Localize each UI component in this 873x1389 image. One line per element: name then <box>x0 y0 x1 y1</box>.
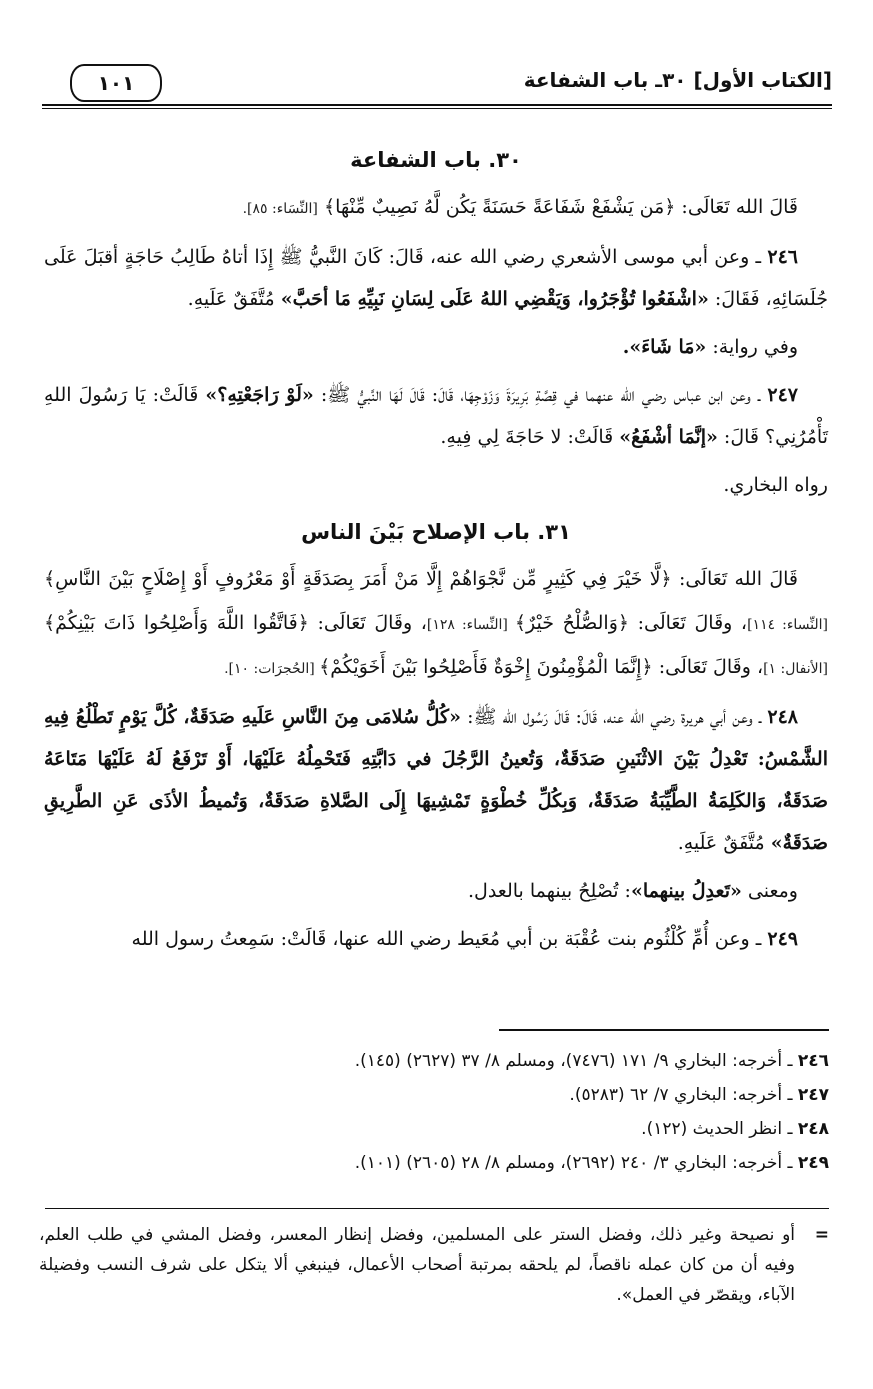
verse-reference: [الأنفال: ١] <box>763 661 828 677</box>
footnotes <box>45 1044 829 1180</box>
footnote-246 <box>45 1044 829 1078</box>
verse-reference: [الحُجرَات: ١٠]. <box>224 661 320 677</box>
verse-reference: [النِّساء: ١١٤] <box>747 617 829 633</box>
verse-intro: ، وقَالَ تَعَالَى: <box>308 612 427 634</box>
continued-note <box>39 1220 829 1310</box>
hadith-248 <box>44 696 828 864</box>
hadith-intro: ـ وعن أُمِّ كُلْثُوم بنت عُقْبَة بن أبي مُعَيط رضي الله عنها، قَالَتْ: سَمِعتُ رسول الله <box>131 928 762 950</box>
verse-intro: قَالَ الله تَعَالَى: <box>675 196 798 218</box>
hadith-grading: مُتَّفَقٌ عَلَيهِ. <box>677 832 771 854</box>
footnote-248 <box>45 1112 829 1146</box>
verse-intro: ، وقَالَ تَعَالَى: <box>652 656 764 678</box>
hadith-246 <box>44 236 828 320</box>
footnote-number: ٢٤٦ <box>797 1051 829 1071</box>
running-title: [الكتاب الأول] ٣٠ـ باب الشفاعة <box>523 68 832 92</box>
hadith-number: ٢٤٦ <box>767 246 798 268</box>
variant-quote: «مَا شَاءَ». <box>622 336 707 358</box>
hadith-quote: «إنَّمَا أشْفَعُ» <box>619 426 718 448</box>
continuation-marker: = <box>814 1225 829 1245</box>
chapter-heading-31: ٣١. باب الإصلاح بَيْنَ الناس <box>301 520 571 544</box>
hadith-intro: ـ وعن ابن عباس رضي الله عنهما في قِصَّةِ بَرِيرَةَ وَزَوْجِهَا، قَالَ: قَالَ لَهَا النَّبيُّ ﷺ: <box>313 384 761 406</box>
hadith-quote: «اشْفَعُوا تُؤْجَرُوا، وَيَقْضِي اللهُ عَلَى لِسَانِ نَبِيِّهِ مَا أحَبَّ» <box>280 288 709 310</box>
footnote-number: ٢٤٧ <box>797 1085 829 1105</box>
quran-verse: ﴿مَن يَشْفَعْ شَفَاعَةً حَسَنَةً يَكُن لَّهُ نَصِيبٌ مِّنْهَا﴾ <box>323 196 676 218</box>
hadith-248-meaning <box>44 870 828 912</box>
hadith-text: قَالَتْ: لا حَاجَةَ لِي فِيهِ. <box>440 426 620 448</box>
hadith-grading: مُتَّفَقٌ عَلَيهِ. <box>187 288 281 310</box>
note-text: أو نصيحة وغير ذلك، وفضل الستر على المسلمين، وفضل إنظار المعسر، وفضل المشي في طلب العلم، وفيه أن من كان عمله ناقصاً، لم يلحقه بمرتبة أصحاب الأعمال، فينبغي ألا يتكل على شرف النسب وفضيلة الآباء، ويقصّر في العمل». <box>39 1225 795 1305</box>
variant-intro: وفي رواية: <box>706 336 798 358</box>
quran-verse: ﴿لَّا خَيْرَ فِي كَثِيرٍ مِّن نَّجْوَاهُمْ إِلَّا مَنْ أَمَرَ بِصَدَقَةٍ أَوْ مَعْرُوفٍ أَوْ إِصْلَاحٍ بَيْنَ النَّاسِ﴾ <box>44 568 672 590</box>
footnote-text: ـ أخرجه: البخاري ٧/ ٦٢ (٥٢٨٣). <box>569 1085 793 1105</box>
chapter-heading-30: ٣٠. باب الشفاعة <box>350 148 522 172</box>
page-number: ١٠١ <box>70 64 162 102</box>
hadith-number: ٢٤٩ <box>767 928 798 950</box>
chapter-31-verses <box>44 558 828 690</box>
verse-intro: قَالَ الله تَعَالَى: <box>671 568 798 590</box>
hadith-intro: ـ وعن أبي هريرة رضي الله عنه، قَالَ: قَالَ رَسُول الله ﷺ: <box>460 706 762 728</box>
footnote-249 <box>45 1146 829 1180</box>
hadith-quote: «لَوْ رَاجَعْتِهِ؟» <box>205 384 314 406</box>
meaning-term: «تَعدِلُ بينهما» <box>630 880 742 902</box>
footnote-text: ـ انظر الحديث (١٢٢). <box>641 1119 793 1139</box>
hadith-intro: ـ وعن أبي موسى الأشعري رضي الله عنه، قَالَ: كَانَ النَّبيُّ ﷺ إِذَا أتاهُ طَالِبُ حَاجَةٍ أقبَلَ عَلَى جُلَسَائِهِ، فَقَالَ: <box>44 246 828 310</box>
quran-verse: ﴿إِنَّمَا الْمُؤْمِنُونَ إِخْوَةٌ فَأَصْلِحُوا بَيْنَ أَخَوَيْكُمْ﴾ <box>319 656 653 678</box>
note-rule <box>45 1208 829 1209</box>
footnote-247 <box>45 1078 829 1112</box>
footnote-text: ـ أخرجه: البخاري ٩/ ١٧١ (٧٤٧٦)، ومسلم ٨/ ٣٧ (٢٦٢٧) (١٤٥). <box>354 1051 793 1071</box>
header-rule-thin <box>42 108 832 109</box>
hadith-249 <box>44 918 828 960</box>
verse-reference: [النِّسَاء: ٨٥]. <box>242 201 318 217</box>
page-header <box>42 62 832 106</box>
verse-reference: [النِّساء: ١٢٨] <box>426 617 515 633</box>
footnote-rule <box>499 1029 829 1031</box>
verse-intro: ، وقَالَ تَعَالَى: <box>629 612 748 634</box>
meaning-text: : تُصْلِحُ بينهما بالعدل. <box>467 880 631 902</box>
hadith-246-variant <box>44 326 828 368</box>
main-text <box>44 140 828 966</box>
hadith-247 <box>44 374 828 458</box>
hadith-text: قَالَتْ: يَا رَسُولَ اللهِ تَأْمُرُنِي؟ قَالَ: <box>44 384 828 448</box>
meaning-intro: ومعنى <box>741 880 798 902</box>
hadith-number: ٢٤٧ <box>767 384 799 406</box>
footnote-number: ٢٤٨ <box>797 1119 829 1139</box>
footnote-text: ـ أخرجه: البخاري ٣/ ٢٤٠ (٢٦٩٢)، ومسلم ٨/ ٢٨ (٢٦٠٥) (١٠١). <box>354 1153 793 1173</box>
hadith-247-source: رواه البخاري. <box>723 474 828 496</box>
hadith-quote: «كُلُّ سُلامَى مِنَ النَّاسِ عَلَيهِ صَدَقَةٌ، كُلَّ يَوْمٍ تَطْلُعُ فِيهِ الشَّمْسُ: تَعْدِلُ بَيْنَ الاثْنَينِ صَدَقَةٌ، وَتُعينُ الرَّجُلَ في دَابَّتِهِ فَتَحْمِلُهُ عَلَيْهَا، أَوْ تَرْفَعُ لَهُ عَلَيْهَا مَتَاعَهُ صَدَقَةٌ، وَالكَلِمَةُ الطَّيِّبَةُ صَدَقَةٌ، وَبِكُلِّ خُطْوَةٍ تَمْشِيهَا إِلَى الصَّلاةِ صَدَقَةٌ، وَتُميطُ الأذَى عَنِ الطَّرِيقِ صَدَقَةٌ» <box>44 706 828 854</box>
header-rule <box>42 104 832 106</box>
hadith-number: ٢٤٨ <box>767 706 798 728</box>
footnote-number: ٢٤٩ <box>797 1153 829 1173</box>
quran-verse: ﴿وَالصُّلْحُ خَيْرٌ﴾ <box>514 612 629 634</box>
chapter-30-verse <box>44 186 828 230</box>
quran-verse: ﴿فَاتَّقُوا اللَّهَ وَأَصْلِحُوا ذَاتَ بَيْنِكُمْ﴾ <box>44 612 309 634</box>
